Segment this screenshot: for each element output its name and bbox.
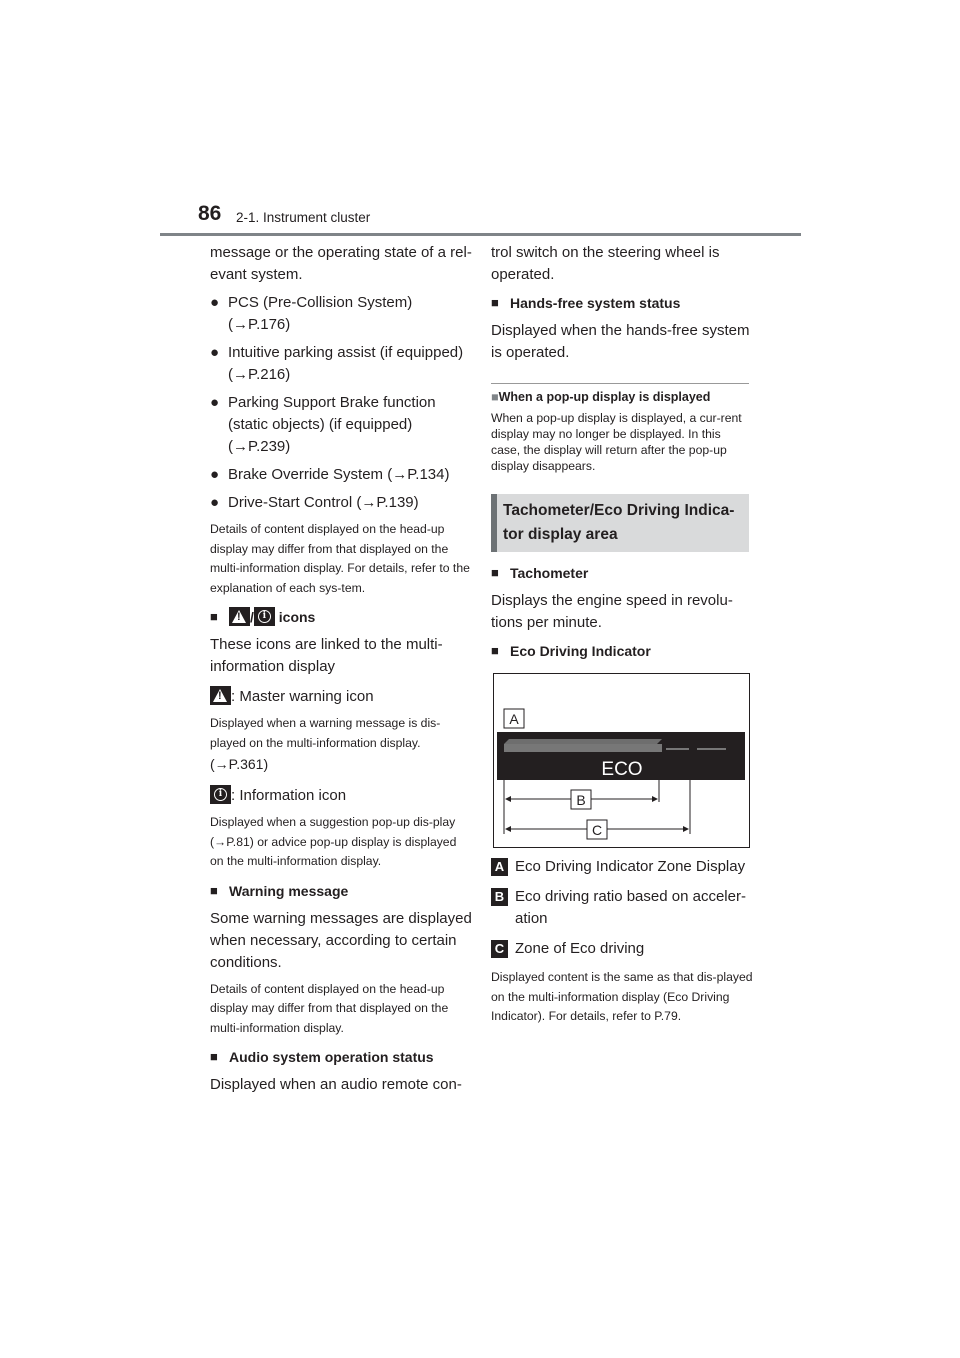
information-icon: i [210,785,231,804]
legend [491,856,753,1035]
square-icon: ■ [491,643,499,658]
legend-item-a: A Eco Driving Indicator Zone Display [491,856,753,878]
right-column [491,242,753,370]
legend-item-c: C Zone of Eco driving [491,938,753,960]
arrowhead [505,826,511,832]
audio-heading: ■ Audio system operation status [210,1046,472,1068]
zone-bar-top [504,739,662,744]
bullet-icon: ● [210,344,220,361]
icons-text: These icons are linked to the multi-information display [210,636,443,675]
master-warning-icon [229,607,250,626]
eco-indicator-diagram [494,674,749,847]
section-title: 2-1. Instrument cluster [236,210,371,225]
square-icon: ■ [210,1049,218,1064]
left-column [210,242,472,1102]
arrowhead [683,826,689,832]
arrowhead [652,796,658,802]
list-item: ● Brake Override System (→P.134) [210,464,472,486]
handsfree-heading: ■ Hands-free system status [491,292,753,314]
section-heading: Tachometer/Eco Driving Indica-tor display area [503,502,735,543]
tacho-block [491,560,753,668]
legend-item-b: B Eco driving ratio based on acceler-ation [491,886,753,930]
information-icon: i [254,607,275,626]
bullet-icon: ● [210,394,220,411]
eco-heading: ■ Eco Driving Indicator [491,640,753,662]
legend-note: Displayed content is the same as that dis-played on the multi-information display (Eco Driving Indicator). For details, refer to P.79. [491,970,753,1023]
popup-note [491,388,749,474]
note-divider [491,383,749,384]
list-item: ● Drive-Start Control (→P.139) [210,492,472,514]
master-warning-ref: (→P.361) [210,756,269,772]
square-icon: ■ [210,609,218,624]
square-icon: ■ [491,565,499,580]
zone-bar [504,744,662,752]
section-heading-bar [491,494,497,552]
square-icon: ■ [491,295,499,310]
eco-indicator-figure [493,673,750,848]
list-item: ● Intuitive parking assist (if equipped) (→P.216) [210,344,464,383]
square-icon: ■ [210,882,218,898]
warning-message-text: Some warning messages are displayed when necessary, according to certain conditions. [210,909,472,971]
warning-message-heading: ■ Warning message [210,880,472,902]
list-item: ● PCS (Pre-Collision System) (→P.176) [210,294,413,333]
callout-c: C [591,822,603,838]
bullet-icon: ● [210,494,220,511]
info-icon-line: i : Information icon [210,785,472,807]
bullet-icon: ● [210,466,220,483]
details-note: Details of content displayed on the head-up display may differ from that displayed on the multi-information display. For details, refer to the explanation of each sys-tem. [210,522,470,595]
square-icon: ■ [491,390,499,404]
audio-text: Displayed when an audio remote con- [210,1076,462,1093]
note-text: When a pop-up display is displayed, a cur-rent display may no longer be displayed. In this case, the display will return after the pop-up display disappears. [491,411,742,473]
callout-a: A [509,711,519,727]
tacho-text: Displays the engine speed in revolu-tions per minute. [491,592,733,631]
header-rule [160,233,801,236]
audio-text-continued: trol switch on the steering wheel is operated. [491,244,720,283]
master-warning-line: !: Master warning icon [210,686,472,708]
warning-message-note: Details of content displayed on the head-up display may differ from that displayed on the multi-information display. [210,981,449,1035]
callout-b: B [576,792,586,808]
section-heading-box [491,494,749,552]
intro-text: message or the operating state of a rel-evant system. [210,244,472,283]
arrowhead [505,796,511,802]
note-title: When a pop-up display is displayed [498,390,711,404]
bullet-icon: ● [210,294,220,311]
icons-heading: ■ ! / i icons [210,606,472,628]
handsfree-text: Displayed when the hands-free system is operated. [491,322,750,361]
info-icon-note: Displayed when a suggestion pop-up dis-play (→P.81) or advice pop-up display is displayed on the multi-information display. [210,815,457,868]
tacho-heading: ■ Tachometer [491,562,753,584]
list-item: ● Parking Support Brake function (static objects) (if equipped) (→P.239) [210,394,436,455]
master-warning-icon [210,686,231,705]
master-warning-note: Displayed when a warning message is dis-played on the multi-information display. [210,716,441,750]
page-number: 86 [198,202,222,225]
eco-label: ECO [601,759,643,780]
